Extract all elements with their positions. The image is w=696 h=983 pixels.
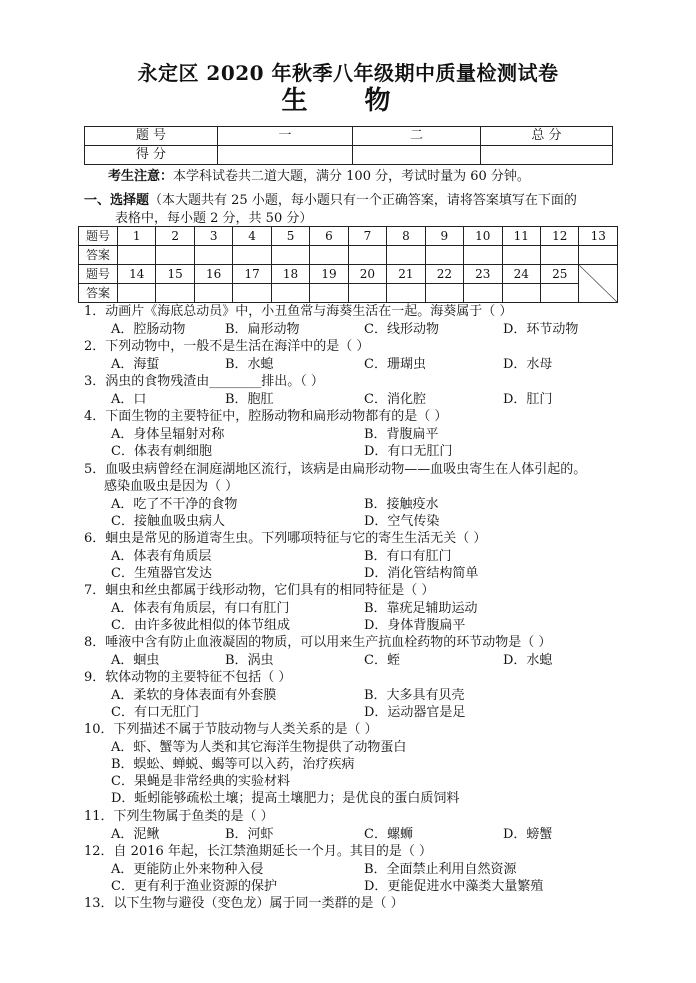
question-number-cell: 25 <box>540 265 578 284</box>
question-option[interactable]: B．蜈蚣、蝉蜕、蝎等可以入药，治疗疾病 <box>111 757 355 772</box>
question-number-cell: 15 <box>156 265 194 284</box>
question-option[interactable]: B．河虾 <box>225 827 274 842</box>
question-option[interactable]: A．体表有角质层，有口有肛门 <box>111 601 290 616</box>
answer-cell[interactable] <box>502 246 540 265</box>
score-header-cell: 一 <box>218 127 353 146</box>
question-stem: 8．唾液中含有防止血液凝固的物质，可以用来生产抗血栓药物的环节动物是（ ） <box>84 635 552 650</box>
question-number-cell: 5 <box>271 227 309 246</box>
score-table <box>84 126 613 165</box>
section-heading <box>84 192 624 228</box>
exam-title: 永定区 2020 年秋季八年级期中质量检测试卷 <box>137 61 559 85</box>
question-number-cell: 3 <box>194 227 232 246</box>
question-option[interactable]: C．蛭 <box>364 653 400 668</box>
question-option[interactable]: D．环节动物 <box>503 322 579 337</box>
question-option[interactable]: A．更能防止外来物种入侵 <box>111 862 264 877</box>
score-header-cell: 题 号 <box>85 127 218 146</box>
question-option[interactable]: C．螺蛳 <box>364 827 413 842</box>
question-number-cell: 22 <box>425 265 463 284</box>
answer-cell[interactable] <box>464 284 502 303</box>
question-option[interactable]: B．靠疣足辅助运动 <box>364 601 478 616</box>
question-stem: 6．蛔虫是常见的肠道寄生虫。下列哪项特征与它的寄生生活无关（ ） <box>84 531 487 546</box>
question-option[interactable]: A．海蜇 <box>111 357 160 372</box>
question-number-cell: 11 <box>502 227 540 246</box>
notice-label: 考生注意： <box>108 169 174 184</box>
answer-table-label: 题号 <box>79 265 118 284</box>
answer-cell[interactable] <box>502 284 540 303</box>
question-option[interactable]: A．体表有角质层 <box>111 549 212 564</box>
score-header-cell: 二 <box>353 127 481 146</box>
notice-text: 本学科试卷共二道大题，满分 100 分，考试时量为 60 分钟。 <box>173 169 530 184</box>
question-number-cell: 18 <box>271 265 309 284</box>
question-stem: 7．蛔虫和丝虫都属于线形动物，它们具有的相同特征是（ ） <box>84 583 435 598</box>
question-option[interactable]: C．由许多彼此相似的体节组成 <box>111 618 290 633</box>
question-option[interactable]: A．身体呈辐射对称 <box>111 427 225 442</box>
answer-table <box>78 226 618 303</box>
question-number-cell: 7 <box>348 227 386 246</box>
answer-cell[interactable] <box>387 246 425 265</box>
question-number-cell: 4 <box>233 227 271 246</box>
table-row <box>85 146 613 165</box>
question-stem: 10．下列描述不属于节肢动物与人类关系的是（ ） <box>84 722 378 737</box>
question-option[interactable]: D．空气传染 <box>364 514 440 529</box>
question-number-cell: 10 <box>464 227 502 246</box>
question-stem: 3．涡虫的食物残渣由________排出。（ ） <box>84 374 324 389</box>
exam-notice <box>108 168 530 186</box>
question-option[interactable]: D．水螅 <box>503 653 553 668</box>
question-option[interactable]: B．全面禁止利用自然资源 <box>364 862 517 877</box>
question-number-cell: 1 <box>118 227 156 246</box>
question-option[interactable]: C．果蝇是非常经典的实验材料 <box>111 774 290 789</box>
score-header-cell: 总 分 <box>481 127 613 146</box>
answer-cell[interactable] <box>425 284 463 303</box>
answer-cell[interactable] <box>233 246 271 265</box>
table-row <box>79 246 618 265</box>
answer-cell[interactable] <box>464 246 502 265</box>
answer-cell[interactable] <box>348 246 386 265</box>
answer-cell[interactable] <box>194 246 232 265</box>
question-stem: 5．血吸虫病曾经在洞庭湖地区流行，该病是由扁形动物——血吸虫寄生在人体引起的。 <box>84 462 587 477</box>
answer-cell[interactable] <box>271 284 309 303</box>
answer-cell[interactable] <box>579 246 618 265</box>
question-stem: 1．动画片《海底总动员》中，小丑鱼常与海葵生活在一起。海葵属于（ ） <box>84 304 513 319</box>
score-input-cell[interactable] <box>481 146 613 165</box>
question-number-cell: 21 <box>387 265 425 284</box>
empty-diagonal-cell <box>579 265 618 303</box>
answer-table-label: 题号 <box>79 227 118 246</box>
answer-cell[interactable] <box>310 246 348 265</box>
answer-cell[interactable] <box>387 284 425 303</box>
question-option[interactable]: D．消化管结构简单 <box>364 566 479 581</box>
question-option[interactable]: A．柔软的身体表面有外套膜 <box>111 688 277 703</box>
question-number-cell: 17 <box>233 265 271 284</box>
answer-cell[interactable] <box>271 246 309 265</box>
score-input-cell[interactable] <box>218 146 353 165</box>
question-stem: 13．以下生物与避役（变色龙）属于同一类群的是（ ） <box>84 896 404 911</box>
question-option[interactable]: B．有口有肛门 <box>364 549 452 564</box>
question-option[interactable]: B．扁形动物 <box>225 322 300 337</box>
question-stem: 11．下列生物属于鱼类的是（ ） <box>84 809 274 824</box>
answer-table-label: 答案 <box>79 246 118 265</box>
section-text: （本大题共有 25 小题，每小题只有一个正确答案，请将答案填写在下面的 <box>149 193 577 208</box>
subject-title: 生 物 <box>281 86 415 116</box>
answer-cell[interactable] <box>540 284 578 303</box>
question-option[interactable]: A．腔肠动物 <box>111 322 186 337</box>
question-option[interactable]: B．涡虫 <box>225 653 274 668</box>
question-number-cell: 13 <box>579 227 618 246</box>
question-number-cell: 2 <box>156 227 194 246</box>
question-option[interactable]: B．背腹扁平 <box>364 427 439 442</box>
question-option[interactable]: B．胞肛 <box>225 392 274 407</box>
question-option[interactable]: A．口 <box>111 392 147 407</box>
question-option[interactable]: D．蚯蚓能够疏松土壤；提高土壤肥力；是优良的蛋白质饲料 <box>111 791 460 806</box>
question-option[interactable]: D．水母 <box>503 357 553 372</box>
question-number-cell: 8 <box>387 227 425 246</box>
answer-cell[interactable] <box>156 246 194 265</box>
question-option[interactable]: C．体表有刺细胞 <box>111 444 212 459</box>
question-option[interactable]: A．虾、蟹等为人类和其它海洋生物提供了动物蛋白 <box>111 740 407 755</box>
question-stem: 9．软体动物的主要特征不包括（ ） <box>84 670 292 685</box>
question-number-cell: 9 <box>425 227 463 246</box>
question-option[interactable]: A．泥鳅 <box>111 827 160 842</box>
question-option[interactable]: C．接触血吸虫病人 <box>111 514 225 529</box>
question-option[interactable]: D．更能促进水中藻类大量繁殖 <box>364 879 544 894</box>
question-option[interactable]: B．水螅 <box>225 357 274 372</box>
question-option[interactable]: D．肛门 <box>503 392 553 407</box>
question-option[interactable]: B．接触疫水 <box>364 497 439 512</box>
answer-cell[interactable] <box>118 284 156 303</box>
question-number-cell: 14 <box>118 265 156 284</box>
answer-cell[interactable] <box>348 284 386 303</box>
table-row <box>85 127 613 146</box>
question-option[interactable]: B．大多具有贝壳 <box>364 688 465 703</box>
question-option[interactable]: C．珊瑚虫 <box>364 357 426 372</box>
answer-cell[interactable] <box>310 284 348 303</box>
question-option[interactable]: C．更有利于渔业资源的保护 <box>111 879 277 894</box>
section-text-cont: 表格中，每小题 2 分，共 50 分） <box>115 211 313 226</box>
table-row <box>79 265 618 284</box>
question-number-cell: 23 <box>464 265 502 284</box>
question-stem: 4．下面生物的主要特征中，腔肠动物和扁形动物都有的是（ ） <box>84 409 448 424</box>
answer-cell[interactable] <box>156 284 194 303</box>
question-number-cell: 20 <box>348 265 386 284</box>
question-number-cell: 16 <box>194 265 232 284</box>
question-option[interactable]: C．生殖器官发达 <box>111 566 212 581</box>
question-option[interactable]: D．身体背腹扁平 <box>364 618 466 633</box>
answer-table-label: 答案 <box>79 284 118 303</box>
question-stem-cont: 感染血吸虫是因为（ ） <box>104 479 239 494</box>
answer-cell[interactable] <box>118 246 156 265</box>
answer-cell[interactable] <box>425 246 463 265</box>
question-option[interactable]: C．有口无肛门 <box>111 705 199 720</box>
question-number-cell: 24 <box>502 265 540 284</box>
table-row <box>79 227 618 246</box>
answer-cell[interactable] <box>194 284 232 303</box>
question-option[interactable]: D．有口无肛门 <box>364 444 453 459</box>
question-number-cell: 12 <box>540 227 578 246</box>
question-number-cell: 19 <box>310 265 348 284</box>
question-stem: 12．自 2016 年起，长江禁渔期延长一个月。其目的是（ ） <box>84 844 433 859</box>
question-number-cell: 6 <box>310 227 348 246</box>
score-input-cell[interactable] <box>353 146 481 165</box>
score-label-cell: 得 分 <box>85 146 218 165</box>
section-label: 一、选择题 <box>84 193 150 208</box>
question-stem: 2．下列动物中，一般不是生活在海洋中的是（ ） <box>84 339 370 354</box>
question-option[interactable]: A．吃了不干净的食物 <box>111 497 238 512</box>
table-row <box>79 284 618 303</box>
question-option[interactable]: C．消化腔 <box>364 392 426 407</box>
question-option[interactable]: A．蛔虫 <box>111 653 160 668</box>
question-option[interactable]: D．运动器官是足 <box>364 705 466 720</box>
question-option[interactable]: D．螃蟹 <box>503 827 553 842</box>
answer-cell[interactable] <box>540 246 578 265</box>
question-option[interactable]: C．线形动物 <box>364 322 439 337</box>
answer-cell[interactable] <box>233 284 271 303</box>
